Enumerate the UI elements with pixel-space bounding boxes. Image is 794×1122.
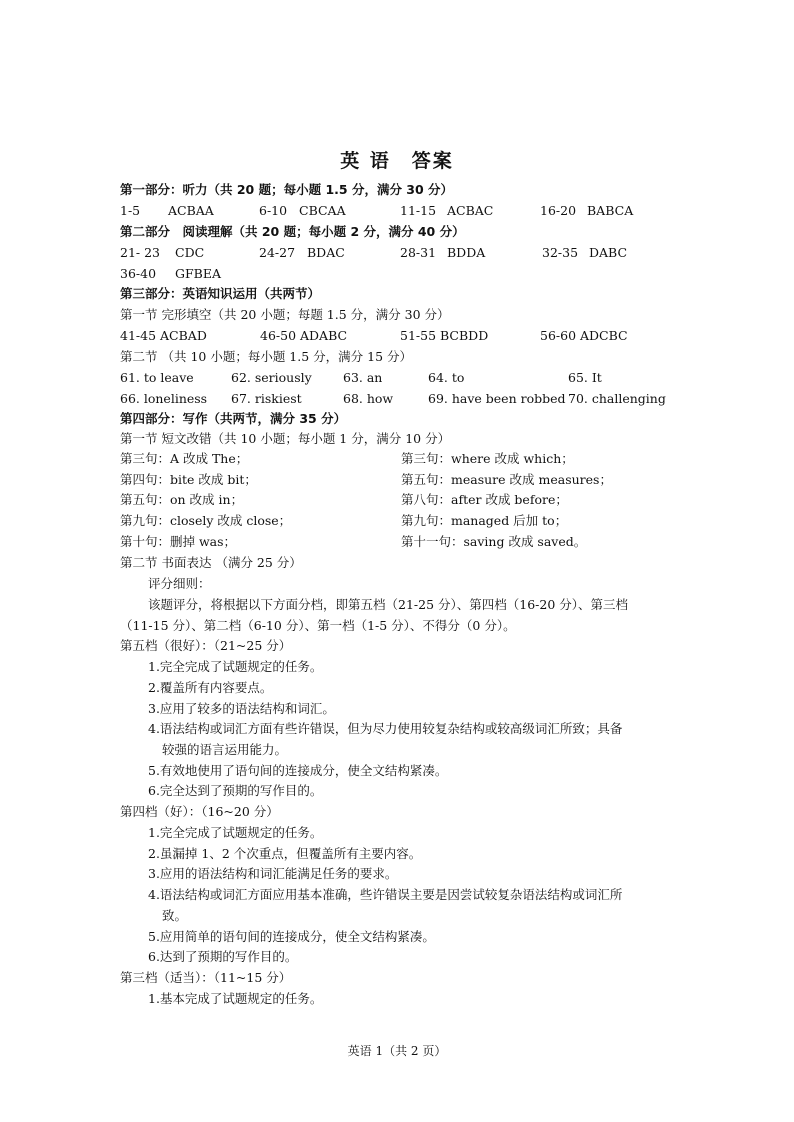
fill-answer: 66. loneliness [120,391,208,406]
answer-key: BABCA [587,203,634,218]
answer-range: 1-5 [120,203,141,218]
answer-range: 24-27 [259,245,296,260]
answer-key: CBCAA [299,203,346,218]
part2-heading: 第二部分 阅读理解（共 20 题；每小题 2 分，满分 40 分） [120,224,465,239]
correction-item: 第五句：measure 改成 measures； [401,472,612,487]
grade-item: 1.完全完成了试题规定的任务。 [148,659,323,674]
fill-answer: 68. how [343,391,394,406]
answer-range: 16-20 [540,203,577,218]
grade-item: 4.语法结构或词汇方面有些许错误，但为尽力使用较复杂结构或较高级词汇所致；具备 [148,721,623,736]
part4-sec2-heading: 第二节 书面表达 （满分 25 分） [120,555,302,570]
answer-range: 28-31 [400,245,437,260]
grade5-label: 第五档（很好）：（21~25 分） [120,638,292,653]
rubric-intro: （11-15 分）、第二档（6-10 分）、第一档（1-5 分）、不得分（0 分）。 [120,618,516,633]
grade-item: 5.有效地使用了语句间的连接成分，使全文结构紧凑。 [148,763,448,778]
fill-answer: 65. It [568,370,602,385]
correction-item: 第九句：closely 改成 close； [120,513,292,528]
fill-answer: 69. have been robbed [428,391,566,406]
answer-key: BDDA [447,245,486,260]
correction-item: 第五句：on 改成 in； [120,492,244,507]
grade3-label: 第三档（适当）：（11~15 分） [120,970,292,985]
answer-key: CDC [175,245,205,260]
cloze-answers: 46-50 ADABC [260,328,348,343]
correction-item: 第八句：after 改成 before； [401,492,568,507]
part3-heading: 第三部分：英语知识运用（共两节） [120,286,321,301]
page-title: 英 语 答案 [340,150,454,172]
rubric-intro: 该题评分，将根据以下方面分档，即第五档（21-25 分）、第四档（16-20 分）、第三档 [148,597,629,612]
correction-item: 第九句：managed 后加 to； [401,513,568,528]
answer-range: 32-35 [542,245,579,260]
grade-item: 1.基本完成了试题规定的任务。 [148,991,323,1006]
grade-item: 致。 [162,908,188,923]
part3-sec1-heading: 第一节 完形填空（共 20 小题；每题 1.5 分，满分 30 分） [120,307,450,322]
grade-item: 2.覆盖所有内容要点。 [148,680,273,695]
answer-range: 36-40 [120,266,157,281]
answer-key: ACBAA [168,203,214,218]
answer-range: 11-15 [400,203,437,218]
correction-item: 第十句：删掉 was； [120,534,237,549]
answer-range: 21- 23 [120,245,161,260]
grade-item: 3.应用了较多的语法结构和词汇。 [148,701,335,716]
correction-item: 第三句：where 改成 which； [401,451,574,466]
answer-key: GFBEA [175,266,221,281]
grade-item: 2.虽漏掉 1、2 个次重点，但覆盖所有主要内容。 [148,846,422,861]
rubric-label: 评分细则： [148,576,211,591]
fill-answer: 67. riskiest [231,391,302,406]
part4-heading: 第四部分：写作（共两节，满分 35 分） [120,411,347,426]
cloze-answers: 41-45 ACBAD [120,328,207,343]
cloze-answers: 56-60 ADCBC [540,328,628,343]
part4-sec1-heading: 第一节 短文改错（共 10 小题；每小题 1 分，满分 10 分） [120,431,451,446]
part1-heading: 第一部分：听力（共 20 题；每小题 1.5 分，满分 30 分） [120,182,454,197]
grade-item: 1.完全完成了试题规定的任务。 [148,825,323,840]
answer-range: 6-10 [259,203,288,218]
answer-key: BDAC [307,245,345,260]
fill-answer: 62. seriously [231,370,312,385]
cloze-answers: 51-55 BCBDD [400,328,489,343]
fill-answer: 70. challenging [568,391,666,406]
answer-key: ACBAC [447,203,494,218]
grade-item: 4.语法结构或词汇方面应用基本准确，些许错误主要是因尝试较复杂语法结构或词汇所 [148,887,623,902]
fill-answer: 63. an [343,370,383,385]
page-footer: 英语 1（共 2 页） [347,1044,447,1058]
part3-sec2-heading: 第二节 （共 10 小题；每小题 1.5 分，满分 15 分） [120,349,413,364]
grade-item: 3.应用的语法结构和词汇能满足任务的要求。 [148,866,398,881]
fill-answer: 61. to leave [120,370,194,385]
fill-answer: 64. to [428,370,465,385]
correction-item: 第四句：bite 改成 bit； [120,472,257,487]
grade-item: 6.完全达到了预期的写作目的。 [148,783,323,798]
grade4-label: 第四档（好）：（16~20 分） [120,804,279,819]
grade-item: 6.达到了预期的写作目的。 [148,949,298,964]
correction-item: 第三句：A 改成 The； [120,451,249,466]
grade-item: 较强的语言运用能力。 [162,742,288,757]
correction-item: 第十一句：saving 改成 saved。 [401,534,587,549]
grade-item: 5.应用简单的语句间的连接成分，使全文结构紧凑。 [148,929,435,944]
answer-key: DABC [589,245,628,260]
